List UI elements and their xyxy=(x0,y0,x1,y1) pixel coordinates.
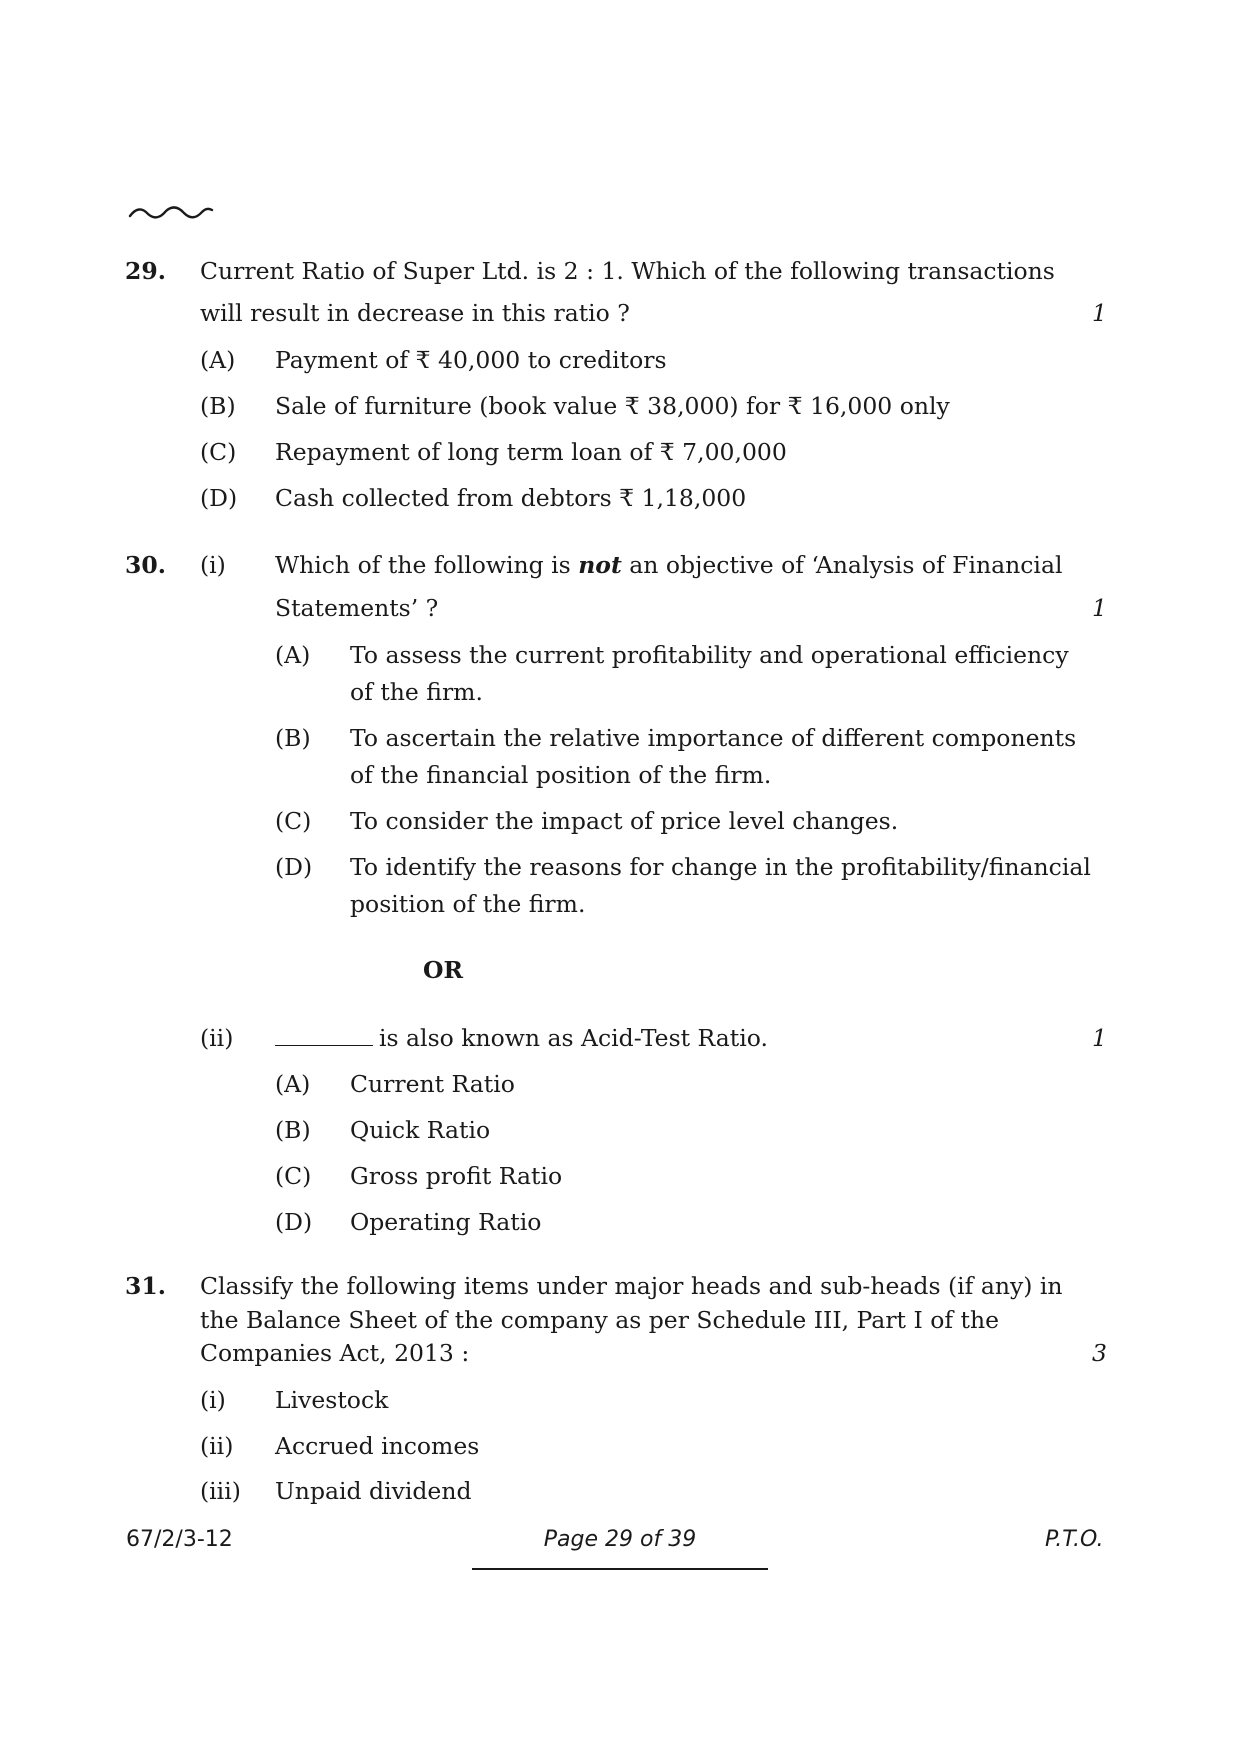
wave-mark-icon xyxy=(128,202,214,222)
item-label: (i) xyxy=(200,1386,226,1414)
marks-label: 1 xyxy=(1092,299,1107,327)
option-label: (C) xyxy=(275,807,312,835)
option-text: Payment of ₹ 40,000 to creditors xyxy=(275,346,667,374)
option-label: (B) xyxy=(275,724,311,752)
option-label: (D) xyxy=(275,853,313,881)
fill-in-blank xyxy=(275,1025,373,1046)
item-label: (ii) xyxy=(200,1432,234,1460)
page-number-underline xyxy=(472,1568,768,1570)
option-label: (B) xyxy=(275,1116,311,1144)
question-text-line: the Balance Sheet of the company as per Schedule III, Part I of the xyxy=(200,1306,1000,1334)
question-text-line: is also known as Acid-Test Ratio. xyxy=(275,1023,768,1053)
option-text: of the firm. xyxy=(350,678,483,706)
option-text: Operating Ratio xyxy=(350,1208,542,1236)
question-text-line: Companies Act, 2013 : xyxy=(200,1339,470,1367)
sub-question-label: (i) xyxy=(200,551,226,579)
option-text: Cash collected from debtors ₹ 1,18,000 xyxy=(275,484,747,512)
question-text-line: Which of the following is not an objective of ‘Analysis of Financial xyxy=(275,551,1063,579)
item-text: Accrued incomes xyxy=(275,1432,480,1460)
item-label: (iii) xyxy=(200,1477,241,1505)
emphasis-not: not xyxy=(578,551,622,579)
option-text: To ascertain the relative importance of different components xyxy=(350,724,1077,752)
option-label: (B) xyxy=(200,392,236,420)
option-text: of the financial position of the firm. xyxy=(350,761,772,789)
option-label: (A) xyxy=(275,641,311,669)
question-number: 30. xyxy=(125,551,166,579)
question-text-line: Statements’ ? xyxy=(275,594,439,622)
option-text: Quick Ratio xyxy=(350,1116,491,1144)
marks-label: 3 xyxy=(1092,1339,1107,1367)
option-label: (D) xyxy=(275,1208,313,1236)
option-text: To assess the current profitability and operational efficiency xyxy=(350,641,1069,669)
option-text: position of the firm. xyxy=(350,890,586,918)
marks-label: 1 xyxy=(1092,594,1107,622)
sub-question-label: (ii) xyxy=(200,1024,234,1052)
option-label: (A) xyxy=(275,1070,311,1098)
or-separator: OR xyxy=(423,956,464,984)
item-text: Unpaid dividend xyxy=(275,1477,472,1505)
question-text-line: will result in decrease in this ratio ? xyxy=(200,299,630,327)
question-number: 29. xyxy=(125,257,166,285)
question-text-line: Current Ratio of Super Ltd. is 2 : 1. Which of the following transactions xyxy=(200,257,1055,285)
page-number: Page 29 of 39 xyxy=(543,1527,697,1552)
option-text: To identify the reasons for change in the profitability/financial xyxy=(350,853,1091,881)
item-text: Livestock xyxy=(275,1386,389,1414)
option-label: (D) xyxy=(200,484,238,512)
option-text: Current Ratio xyxy=(350,1070,515,1098)
question-number: 31. xyxy=(125,1272,166,1300)
option-label: (C) xyxy=(200,438,237,466)
option-text: Sale of furniture (book value ₹ 38,000) for ₹ 16,000 only xyxy=(275,392,950,420)
marks-label: 1 xyxy=(1092,1024,1107,1052)
paper-code: 67/2/3-12 xyxy=(126,1527,233,1552)
pto-label: P.T.O. xyxy=(1045,1527,1104,1552)
option-label: (A) xyxy=(200,346,236,374)
question-text-line: Classify the following items under major heads and sub-heads (if any) in xyxy=(200,1272,1063,1300)
option-label: (C) xyxy=(275,1162,312,1190)
option-text: To consider the impact of price level changes. xyxy=(350,807,899,835)
option-text: Gross profit Ratio xyxy=(350,1162,563,1190)
option-text: Repayment of long term loan of ₹ 7,00,000 xyxy=(275,438,787,466)
